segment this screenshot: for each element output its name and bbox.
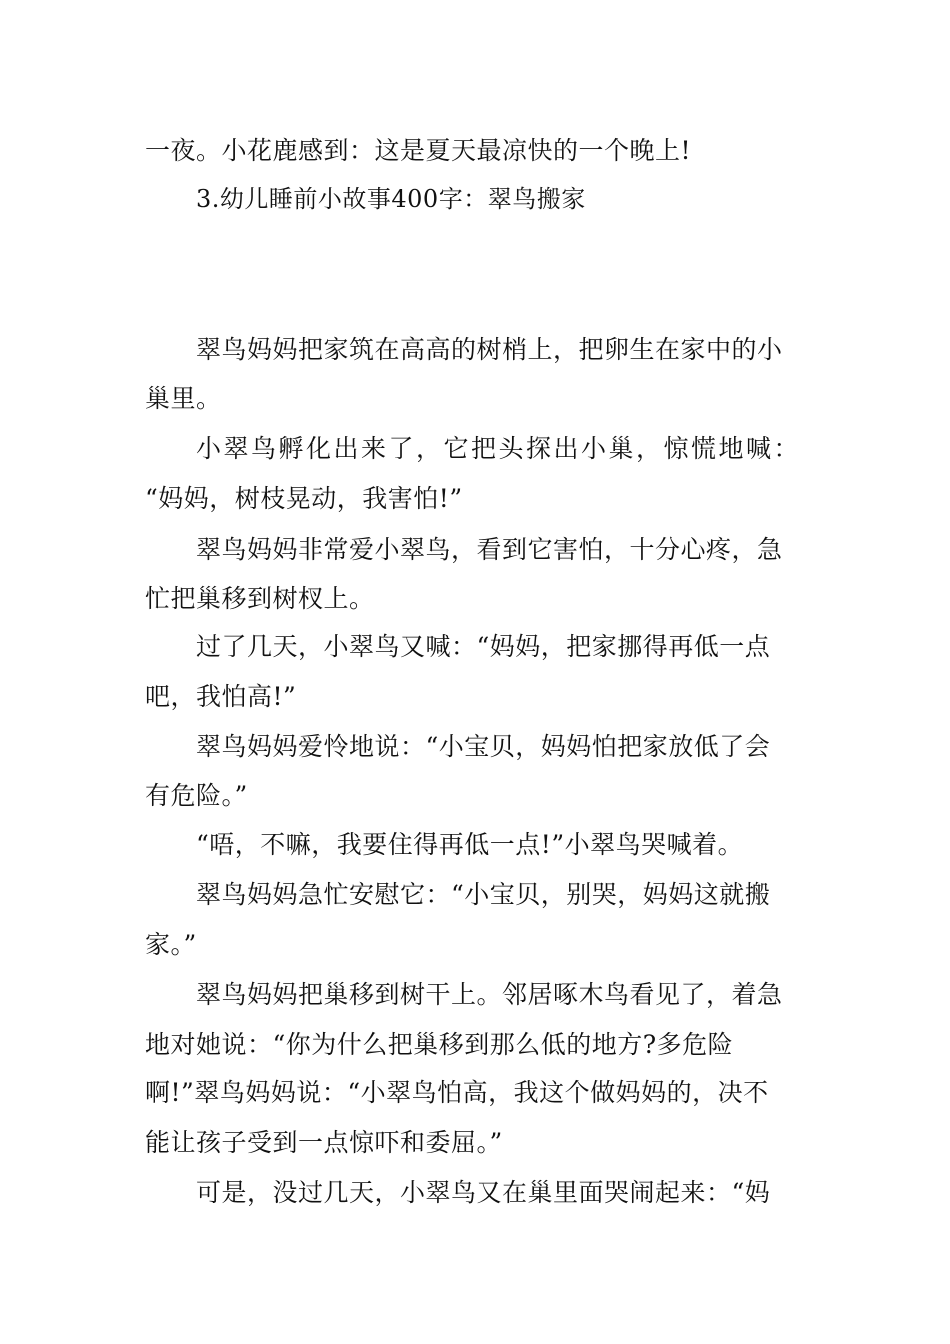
continuation-line: 一夜。小花鹿感到：这是夏天最凉快的一个晚上!	[145, 136, 692, 165]
paragraph-line: 啊!”翠鸟妈妈说：“小翠鸟怕高，我这个做妈妈的，决不	[145, 1078, 769, 1107]
section-title: 3.幼儿睡前小故事400字：翠鸟搬家	[196, 185, 586, 213]
paragraph-line: 小翠鸟孵化出来了，它把头探出小巢，惊慌地喊：	[196, 434, 802, 463]
paragraph-line: 吧，我怕高!”	[145, 682, 297, 711]
paragraph-line: 过了几天，小翠鸟又喊：“妈妈，把家挪得再低一点	[196, 632, 771, 661]
paragraph-line: 翠鸟妈妈急忙安慰它：“小宝贝，别哭，妈妈这就搬	[196, 880, 771, 909]
paragraph-line: “妈妈，树枝晃动，我害怕!”	[145, 484, 463, 513]
paragraph-line: 翠鸟妈妈非常爱小翠鸟，看到它害怕，十分心疼，急	[196, 535, 783, 564]
paragraph-line: 巢里。	[145, 384, 222, 413]
paragraph-line: 翠鸟妈妈爱怜地说：“小宝贝，妈妈怕把家放低了会	[196, 732, 771, 761]
paragraph-line: 家。”	[145, 930, 197, 959]
paragraph-line: 忙把巢移到树杈上。	[145, 584, 375, 613]
paragraph-line: “唔，不嘛，我要住得再低一点!”小翠鸟哭喊着。	[196, 830, 744, 859]
paragraph-line: 翠鸟妈妈把家筑在高高的树梢上，把卵生在家中的小	[196, 335, 783, 364]
paragraph-line: 能让孩子受到一点惊吓和委屈。”	[145, 1128, 503, 1157]
paragraph-line: 翠鸟妈妈把巢移到树干上。邻居啄木鸟看见了，着急	[196, 980, 783, 1009]
paragraph-line: 可是，没过几天，小翠鸟又在巢里面哭闹起来：“妈	[196, 1178, 771, 1207]
paragraph-line: 地对她说：“你为什么把巢移到那么低的地方?多危险	[145, 1030, 734, 1059]
paragraph-line: 有危险。”	[145, 781, 248, 810]
